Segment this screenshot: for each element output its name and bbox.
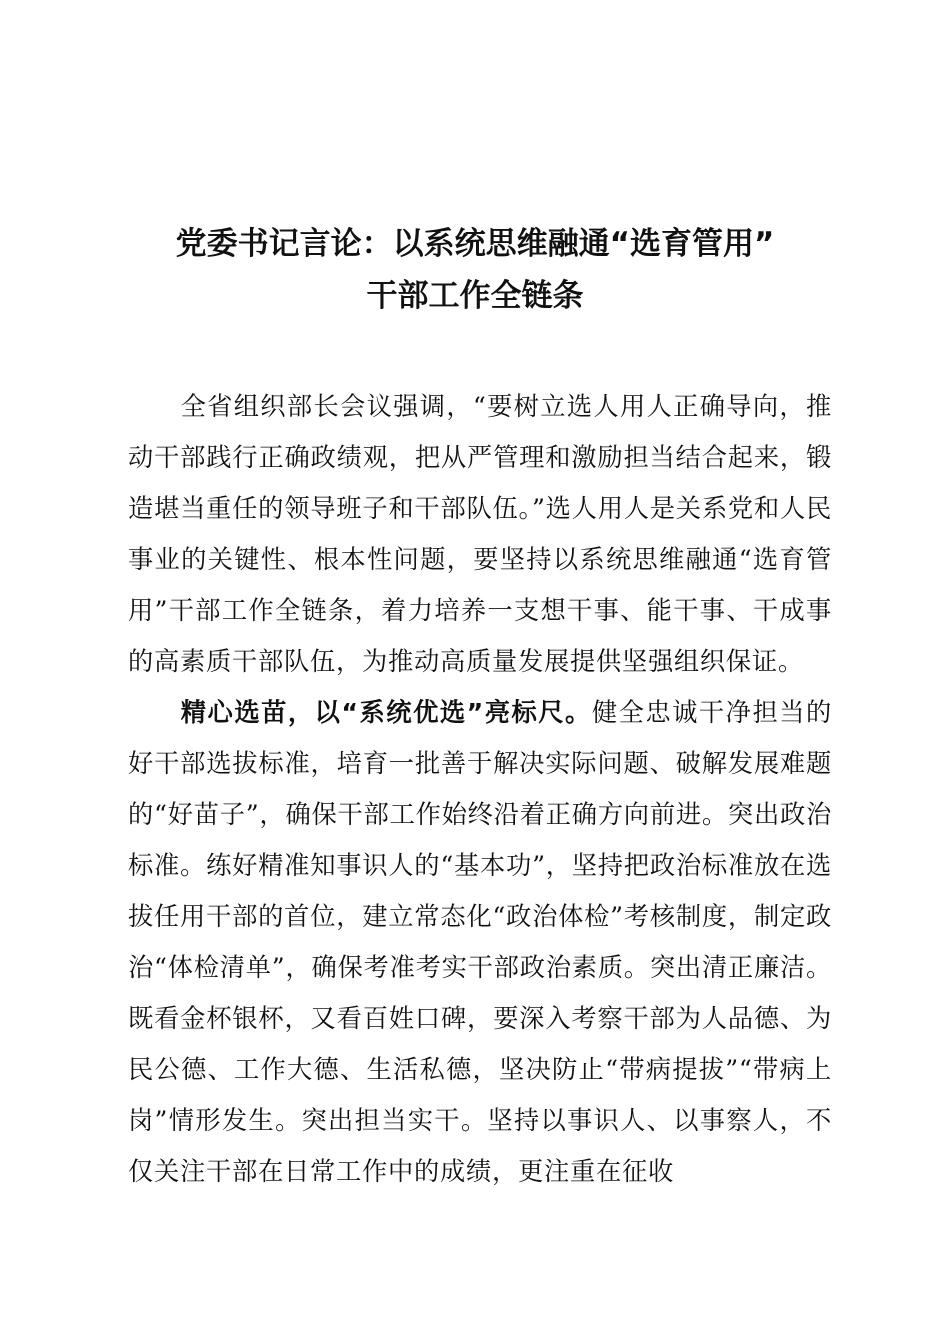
paragraph-lead-heading: 精心选苗，以“系统优选”亮标尺。 [180,698,592,727]
paragraph-intro-text: 全省组织部长会议强调，“要树立选人用人正确导向，推动干部践行正确政绩观，把从严管理和激励担当结合起来，锻造堪当重任的领导班子和干部队伍。”选人用人是关系党和人民事业的关键性、根本性问题，要坚持以系统思维融通“选育管用”干部工作全链条，着力培养一支想干事、能干事、干成事的高素质干部队伍，为推动高质量发展提供坚强组织保证。 [128,392,832,676]
paragraph-intro [128,381,832,687]
document-title-line-2: 干部工作全链条 [366,278,584,314]
paragraph-selection [128,687,832,1197]
document-title-line-1: 党委书记言论：以系统思维融通“选育管用” [175,226,775,262]
paragraph-selection-text: 健全忠诚干净担当的好干部选拔标准，培育一批善于解决实际问题、破解发展难题的“好苗子”，确保干部工作始终沿着正确方向前进。突出政治标准。练好精准知事识人的“基本功”，坚持把政治标准放在选拔任用干部的首位，建立常态化“政治体检”考核制度，制定政治“体检清单”，确保考准考实干部政治素质。突出清正廉洁。既看金杯银杯，又看百姓口碑，要深入考察干部为人品德、为民公德、工作大德、生活私德，坚决防止“带病提拔”“带病上岗”情形发生。突出担当实干。坚持以事识人、以事察人，不仅关注干部在日常工作中的成绩，更注重在征收 [128,698,832,1186]
